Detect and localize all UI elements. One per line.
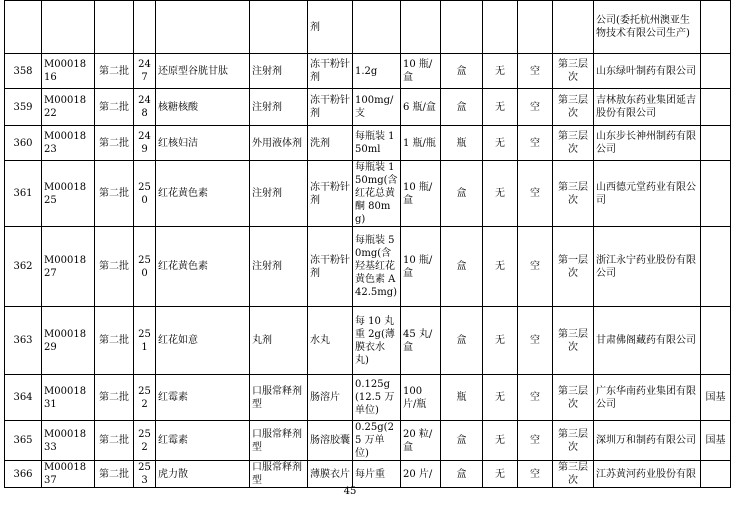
cell-seq: 250: [134, 161, 156, 227]
cell-empty: [441, 1, 483, 54]
cell-level: 第三层次: [553, 161, 594, 227]
cell-drug-name: 还原型谷胱甘肽: [156, 54, 250, 89]
page-number: 45: [343, 486, 357, 497]
cell-empty: [134, 1, 156, 54]
cell-package: 100 片/瓶: [401, 375, 441, 421]
cell-seq: 251: [134, 307, 156, 375]
cell-dosage-form: 肠溶片: [308, 375, 353, 421]
cell-batch: 第二批: [95, 375, 134, 421]
cell-seq: 252: [134, 375, 156, 421]
cell-seq: 252: [134, 421, 156, 461]
cell-code: M0001822: [42, 89, 95, 126]
cell-flag: 无: [483, 375, 518, 421]
cell-batch: 第二批: [95, 421, 134, 461]
cell-empty: [401, 1, 441, 54]
cell-note: [701, 54, 731, 89]
cell-flag: 空: [518, 54, 553, 89]
cell-manufacturer: 深圳万和制药有限公司: [594, 421, 701, 461]
cell-note: 国基: [701, 421, 731, 461]
cell-specification: 每 10 丸重 2g(薄膜衣水丸): [353, 307, 401, 375]
cell-code: M0001829: [42, 307, 95, 375]
cell-code: M0001825: [42, 161, 95, 227]
cell-row-number: 364: [5, 375, 42, 421]
cell-row-number: 366: [5, 461, 42, 488]
cell-package: 6 瓶/盒: [401, 89, 441, 126]
cell-note: [701, 161, 731, 227]
cell-batch: 第二批: [95, 307, 134, 375]
cell-dosage-form: 冻干粉针剂: [308, 89, 353, 126]
cell-batch: 第二批: [95, 89, 134, 126]
cell-flag: 无: [483, 227, 518, 307]
cell-row-number: 358: [5, 54, 42, 89]
cell-flag: 无: [483, 421, 518, 461]
drug-catalog-table: [4, 0, 731, 488]
table-row: [5, 161, 731, 227]
cell-flag: 空: [518, 461, 553, 488]
cell-row-number: 363: [5, 307, 42, 375]
cell-manufacturer: 江苏黄河药业股份有限: [594, 461, 701, 488]
cell-code: M0001837: [42, 461, 95, 488]
cell-flag: 无: [483, 161, 518, 227]
cell-level: 第三层次: [553, 375, 594, 421]
cell-empty: [5, 1, 42, 54]
cell-category: 口服常释剂型: [250, 375, 308, 421]
cell-code: M0001827: [42, 227, 95, 307]
cell-specification: 1.2g: [353, 54, 401, 89]
cell-drug-name: 红花如意: [156, 307, 250, 375]
cell-flag: 空: [518, 375, 553, 421]
table-row: [5, 89, 731, 126]
cell-code: M0001833: [42, 421, 95, 461]
cell-seq: 253: [134, 461, 156, 488]
table-row-continuation: [5, 1, 731, 54]
cell-batch: 第二批: [95, 126, 134, 161]
cell-row-number: 362: [5, 227, 42, 307]
cell-batch: 第二批: [95, 54, 134, 89]
cell-empty: [156, 1, 250, 54]
cell-empty: [518, 1, 553, 54]
cell-empty: [250, 1, 308, 54]
cell-flag: 空: [518, 421, 553, 461]
cell-empty: [353, 1, 401, 54]
cell-level: 第三层次: [553, 307, 594, 375]
cell-level: 第三层次: [553, 421, 594, 461]
cell-specification: 0.25g(25 万单位): [353, 421, 401, 461]
cell-package: 20 粒/盒: [401, 421, 441, 461]
cell-empty: [42, 1, 95, 54]
cell-dosage-form: 冻干粉针剂: [308, 227, 353, 307]
cell-package: 1 瓶/瓶: [401, 126, 441, 161]
cell-drug-name: 红霉素: [156, 375, 250, 421]
table-row: [5, 421, 731, 461]
cell-drug-name: 红花黄色素: [156, 227, 250, 307]
cell-unit: 盒: [441, 54, 483, 89]
cell-manufacturer: 山东步长神州制药有限公司: [594, 126, 701, 161]
cell-batch: 第二批: [95, 161, 134, 227]
cell-specification: 每瓶装 150mg(含红花总黄酮 80mg): [353, 161, 401, 227]
cell-unit: 盒: [441, 89, 483, 126]
cell-form: 剂: [308, 1, 353, 54]
cell-dosage-form: 冻干粉针剂: [308, 54, 353, 89]
cell-specification: 每瓶装 50mg(含羟基红花黄色素 A42.5mg): [353, 227, 401, 307]
cell-package: 10 瓶/盒: [401, 161, 441, 227]
cell-flag: 空: [518, 126, 553, 161]
cell-specification: 0.125g(12.5 万单位): [353, 375, 401, 421]
cell-seq: 247: [134, 54, 156, 89]
cell-specification: 每瓶装 150ml: [353, 126, 401, 161]
cell-unit: 盒: [441, 421, 483, 461]
cell-level: 第三层次: [553, 461, 594, 488]
cell-row-number: 361: [5, 161, 42, 227]
cell-note: [701, 126, 731, 161]
cell-code: M0001823: [42, 126, 95, 161]
cell-drug-name: 虎力散: [156, 461, 250, 488]
table-row: [5, 307, 731, 375]
cell-unit: 盒: [441, 161, 483, 227]
cell-empty: [483, 1, 518, 54]
cell-unit: 盒: [441, 307, 483, 375]
cell-batch: 第二批: [95, 227, 134, 307]
cell-manufacturer: 甘肃佛阁藏药有限公司: [594, 307, 701, 375]
cell-category: 丸剂: [250, 307, 308, 375]
cell-empty: [701, 1, 731, 54]
cell-empty: [95, 1, 134, 54]
cell-note: 国基: [701, 375, 731, 421]
table-row: [5, 375, 731, 421]
cell-row-number: 360: [5, 126, 42, 161]
cell-dosage-form: 水丸: [308, 307, 353, 375]
cell-manufacturer: 山西德元堂药业有限公司: [594, 161, 701, 227]
cell-note: [701, 89, 731, 126]
cell-package: 20 片/: [401, 461, 441, 488]
table-row: [5, 54, 731, 89]
cell-flag: 无: [483, 307, 518, 375]
cell-category: 注射剂: [250, 161, 308, 227]
cell-flag: 无: [483, 461, 518, 488]
cell-manufacturer: 山东绿叶制药有限公司: [594, 54, 701, 89]
cell-level: 第三层次: [553, 126, 594, 161]
cell-note: [701, 227, 731, 307]
cell-unit: 盒: [441, 461, 483, 488]
cell-manufacturer: 吉林敖东药业集团延吉股份有限公司: [594, 89, 701, 126]
cell-note: [701, 461, 731, 488]
cell-flag: 无: [483, 54, 518, 89]
cell-code: M0001831: [42, 375, 95, 421]
cell-package: 45 丸/盒: [401, 307, 441, 375]
cell-package: 10 瓶/盒: [401, 54, 441, 89]
cell-specification: 100mg/支: [353, 89, 401, 126]
cell-code: M0001816: [42, 54, 95, 89]
cell-seq: 249: [134, 126, 156, 161]
cell-batch: 第二批: [95, 461, 134, 488]
cell-manufacturer: 广东华南药业集团有限公司: [594, 375, 701, 421]
cell-specification: 每片重: [353, 461, 401, 488]
cell-category: 注射剂: [250, 227, 308, 307]
cell-drug-name: 红霉素: [156, 421, 250, 461]
cell-row-number: 359: [5, 89, 42, 126]
cell-dosage-form: 肠溶胶囊: [308, 421, 353, 461]
cell-manufacturer: 公司(委托杭州澳亚生物技术有限公司生产): [594, 1, 701, 54]
table-body: [5, 1, 731, 488]
table-row: [5, 461, 731, 488]
cell-unit: 瓶: [441, 126, 483, 161]
cell-level: 第三层次: [553, 89, 594, 126]
cell-manufacturer: 浙江永宁药业股份有限公司: [594, 227, 701, 307]
cell-category: 口服常释剂型: [250, 421, 308, 461]
cell-note: [701, 307, 731, 375]
cell-dosage-form: 薄膜衣片: [308, 461, 353, 488]
cell-drug-name: 核糖核酸: [156, 89, 250, 126]
cell-seq: 248: [134, 89, 156, 126]
cell-level: 第一层次: [553, 227, 594, 307]
cell-flag: 无: [483, 89, 518, 126]
cell-dosage-form: 洗剂: [308, 126, 353, 161]
cell-unit: 瓶: [441, 375, 483, 421]
cell-category: 口服常释剂型: [250, 461, 308, 488]
cell-flag: 空: [518, 89, 553, 126]
table-row: [5, 227, 731, 307]
table-row: [5, 126, 731, 161]
cell-drug-name: 红花黄色素: [156, 161, 250, 227]
cell-flag: 无: [483, 126, 518, 161]
cell-seq: 250: [134, 227, 156, 307]
cell-dosage-form: 冻干粉针剂: [308, 161, 353, 227]
cell-category: 外用液体剂: [250, 126, 308, 161]
cell-category: 注射剂: [250, 89, 308, 126]
cell-unit: 盒: [441, 227, 483, 307]
cell-flag: 空: [518, 227, 553, 307]
cell-empty: [553, 1, 594, 54]
cell-level: 第三层次: [553, 54, 594, 89]
cell-row-number: 365: [5, 421, 42, 461]
cell-flag: 空: [518, 161, 553, 227]
cell-flag: 空: [518, 307, 553, 375]
cell-category: 注射剂: [250, 54, 308, 89]
cell-package: 10 瓶/盒: [401, 227, 441, 307]
cell-drug-name: 红核妇洁: [156, 126, 250, 161]
